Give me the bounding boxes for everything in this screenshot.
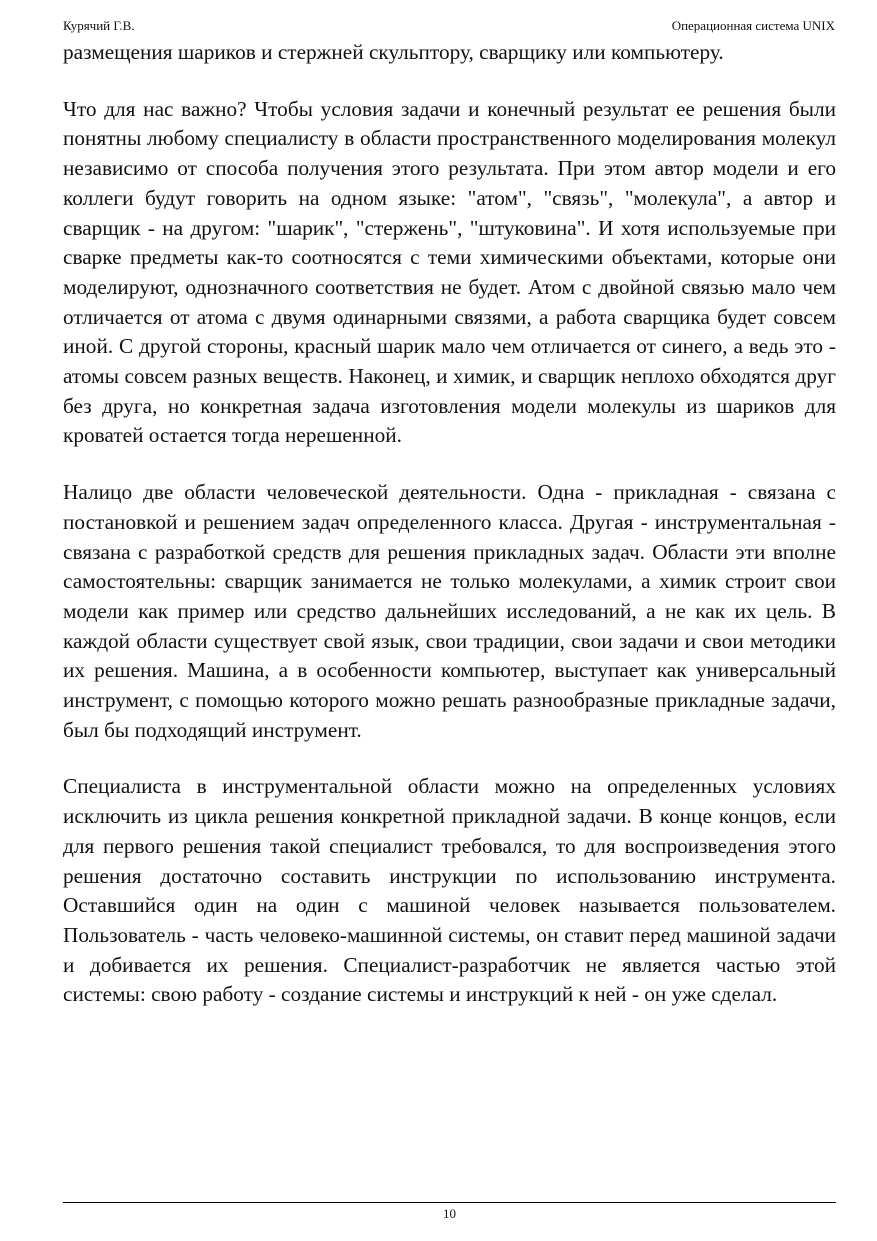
page-header bbox=[63, 16, 835, 36]
paragraph-3: Налицо две области человеческой деятельности. Одна - прикладная - связана с постановкой и решением задач определенного класса. Другая - инструментальная - связана с разработкой средств для решения прикладных задач. Области эти вполне самостоятельны: сварщик занимается не только молекулами, а химик строит свои модели как пример или средство дальнейших исследований, а не как их цель. В каждой области существует свой язык, свои традиции, свои задачи и свои методики их решения. Машина, а в особенности компьютер, выступает как универсальный инструмент, с помощью которого можно решать разнообразные прикладные задачи, был бы подходящий инструмент. bbox=[63, 480, 836, 742]
page-body bbox=[63, 38, 836, 1010]
paragraph-4: Специалиста в инструментальной области можно на определенных условиях исключить из цикла решения конкретной прикладной задачи. В конце концов, если для первого решения такой специалист требовался, то для воспроизведения этого решения достаточно составить инструкции по использованию инструмента. Оставшийся один на один с машиной человек называется пользователем. Пользователь - часть человеко-машинной системы, он ставит перед машиной задачи и добивается их решения. Специалист-разработчик не является частью этой системы: свою работу - создание системы и инструкций к ней - он уже сделал. bbox=[63, 774, 836, 1007]
header-author: Курячий Г.В. bbox=[63, 18, 135, 33]
paragraph-1: размещения шариков и стержней скульптору, сварщику или компьютеру. bbox=[63, 40, 724, 64]
footer-divider bbox=[63, 1202, 836, 1203]
header-title: Операционная система UNIX bbox=[671, 18, 835, 33]
paragraph-2: Что для нас важно? Чтобы условия задачи и конечный результат ее решения были понятны любому специалисту в области пространственного моделирования молекул независимо от способа получения этого результата. При этом автор модели и его коллеги будут говорить на одном языке: "атом", "связь", "молекула", а автор и сварщик - на другом: "шарик", "стержень", "штуковина". И хотя используемые при сварке предметы как-то соотносятся с теми химическими объектами, которые они моделируют, однозначного соответствия не будет. Атом с двойной связью мало чем отличается от атома с двумя одинарными связями, а работа сварщика будет совсем иной. С другой стороны, красный шарик мало чем отличается от синего, а ведь это - атомы совсем разных веществ. Наконец, и химик, и сварщик неплохо обходятся друг без друга, но конкретная задача изготовления модели молекулы из шариков для кроватей остается тогда нерешенной. bbox=[63, 96, 836, 448]
page-number: 10 bbox=[443, 1206, 456, 1221]
